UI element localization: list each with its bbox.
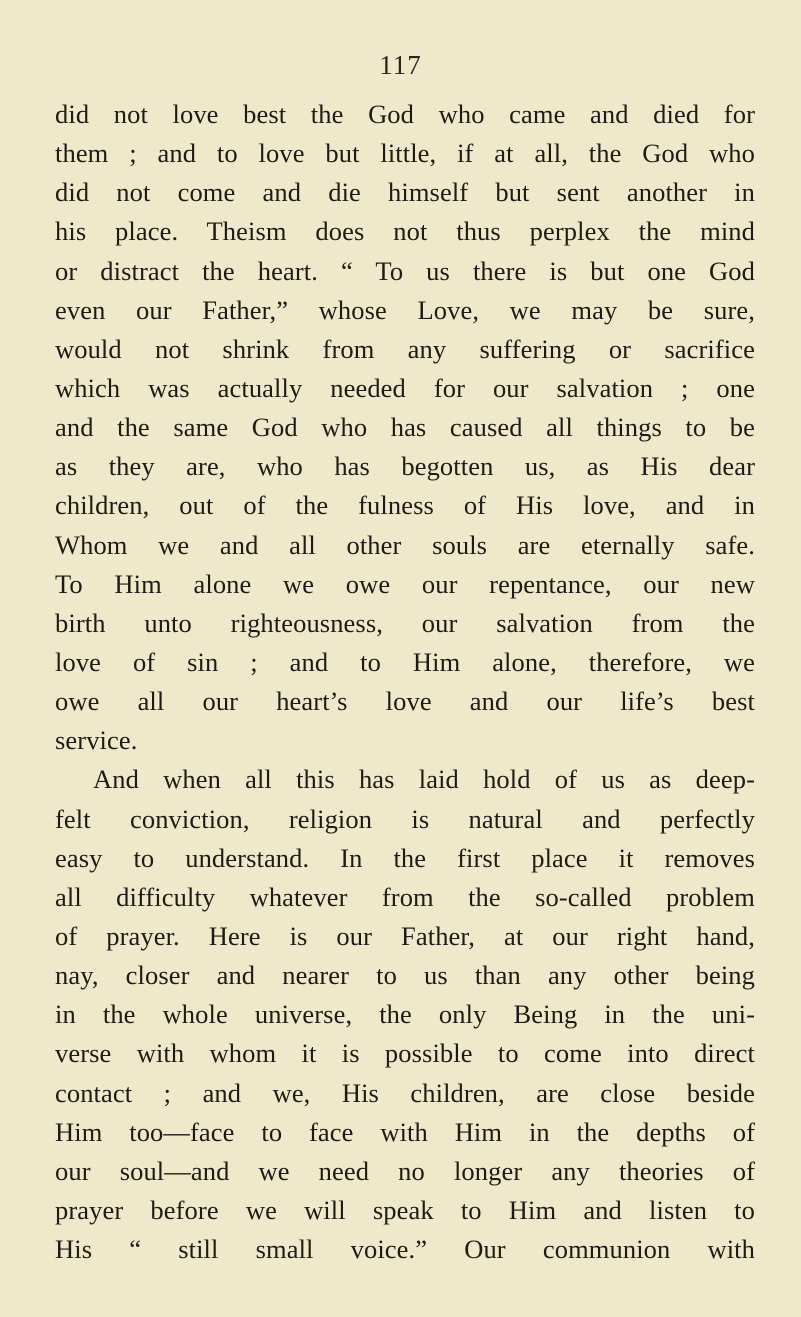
text-line: love of sin ; and to Him alone, therefore, we	[55, 646, 755, 677]
text-line: children, out of the fulness of His love, and in	[55, 490, 755, 521]
text-line: our soul—and we need no longer any theories of	[55, 1155, 755, 1186]
text-line: To Him alone we owe our repentance, our new	[55, 568, 755, 599]
text-line: or distract the heart. “ To us there is but one God	[55, 255, 755, 286]
paragraph-start-line: And when all this has laid hold of us as deep-	[93, 764, 755, 795]
text-line: even our Father,” whose Love, we may be sure,	[55, 294, 755, 325]
text-line: did not love best the God who came and died for	[55, 99, 755, 129]
text-line: his place. Theism does not thus perplex the mind	[55, 216, 755, 247]
text-line: as they are, who has begotten us, as His dear	[55, 451, 755, 482]
text-line: birth unto righteousness, our salvation from the	[55, 607, 755, 638]
text-line: felt conviction, religion is natural and perfectly	[55, 803, 755, 834]
text-line: all difficulty whatever from the so-called problem	[55, 881, 755, 912]
text-line: prayer before we will speak to Him and listen to	[55, 1194, 755, 1225]
text-line: Him too—face to face with Him in the depths of	[55, 1116, 755, 1147]
paragraph-end-line: service.	[55, 725, 138, 756]
text-line: of prayer. Here is our Father, at our right hand,	[55, 920, 755, 951]
text-line: them ; and to love but little, if at all, the God who	[55, 138, 755, 169]
text-line: owe all our heart’s love and our life’s best	[55, 686, 755, 717]
text-line: nay, closer and nearer to us than any other being	[55, 960, 755, 991]
text-line: did not come and die himself but sent another in	[55, 177, 755, 208]
text-line: Whom we and all other souls are eternally safe.	[55, 529, 755, 560]
text-line: contact ; and we, His children, are close beside	[55, 1077, 755, 1108]
page-number: 117	[379, 50, 422, 80]
text-line: verse with whom it is possible to come into direct	[55, 1038, 755, 1069]
body-text	[55, 95, 755, 1269]
text-line: easy to understand. In the first place it removes	[55, 842, 755, 873]
text-line: His “ still small voice.” Our communion with	[55, 1234, 755, 1265]
text-line: would not shrink from any suffering or sacrifice	[55, 333, 755, 364]
text-line: and the same God who has caused all things to be	[55, 412, 755, 443]
text-line: which was actually needed for our salvation ; one	[55, 372, 755, 403]
text-line: in the whole universe, the only Being in the uni-	[55, 999, 755, 1030]
